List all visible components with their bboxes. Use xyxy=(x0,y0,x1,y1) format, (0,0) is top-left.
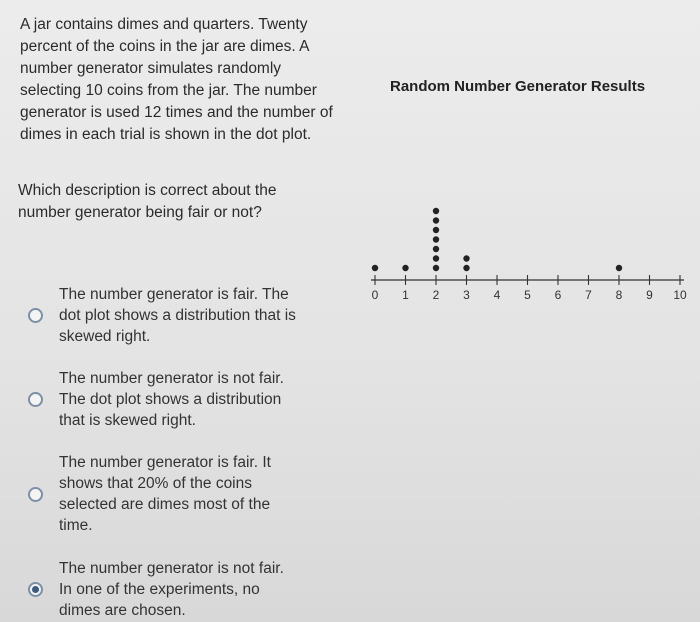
chart-title: Random Number Generator Results xyxy=(390,78,646,95)
dot-plot xyxy=(355,180,695,310)
data-dot xyxy=(433,255,439,261)
data-dot xyxy=(433,246,439,252)
data-dot xyxy=(433,265,439,271)
choice-label: The number generator is fair. The dot plot shows a distribution that is skewed right. xyxy=(59,286,296,345)
dot-plot-dots xyxy=(372,208,622,271)
data-dot xyxy=(463,265,469,271)
dot-plot-axis xyxy=(371,275,687,302)
x-tick-label: 4 xyxy=(493,288,501,302)
answer-choice-4[interactable] xyxy=(28,558,299,621)
radio-button[interactable] xyxy=(28,487,43,502)
data-dot xyxy=(616,265,622,271)
choice-label: The number generator is not fair. The dot plot shows a distribution that is skewed right. xyxy=(59,370,284,429)
answer-choice-3[interactable] xyxy=(28,452,299,536)
radio-button[interactable] xyxy=(28,308,43,323)
x-tick-label: 8 xyxy=(615,288,623,302)
x-tick-label: 1 xyxy=(402,288,409,302)
radio-button[interactable] xyxy=(28,582,43,597)
x-tick-label: 2 xyxy=(432,288,440,302)
data-dot xyxy=(433,217,439,223)
x-tick-label: 6 xyxy=(554,288,562,302)
x-tick-label: 9 xyxy=(646,288,653,302)
x-tick-label: 0 xyxy=(371,288,379,302)
question-text: A jar contains dimes and quarters. Twenty percent of the coins in the jar are dimes. A number generator simulates randomly selecting 10 coins from the jar. The number generator is used 12 times and the number of dimes in each trial is shown in the dot plot. xyxy=(20,16,333,143)
x-tick-label: 5 xyxy=(524,288,531,302)
data-dot xyxy=(433,208,439,214)
choice-label: The number generator is fair. It shows that 20% of the coins selected are dimes most of the time. xyxy=(59,454,271,534)
question-prompt: Which description is correct about the number generator being fair or not? xyxy=(18,182,277,221)
data-dot xyxy=(433,236,439,242)
x-tick-label: 3 xyxy=(463,288,470,302)
answer-choice-2[interactable] xyxy=(28,368,299,431)
data-dot xyxy=(463,255,469,261)
data-dot xyxy=(402,265,408,271)
choice-label: The number generator is not fair. In one of the experiments, no dimes are chosen. xyxy=(59,560,284,619)
answer-choice-1[interactable] xyxy=(28,284,299,347)
data-dot xyxy=(433,227,439,233)
data-dot xyxy=(372,265,378,271)
x-tick-label: 7 xyxy=(585,288,592,302)
x-tick-label: 10 xyxy=(673,288,687,302)
radio-button[interactable] xyxy=(28,392,43,407)
